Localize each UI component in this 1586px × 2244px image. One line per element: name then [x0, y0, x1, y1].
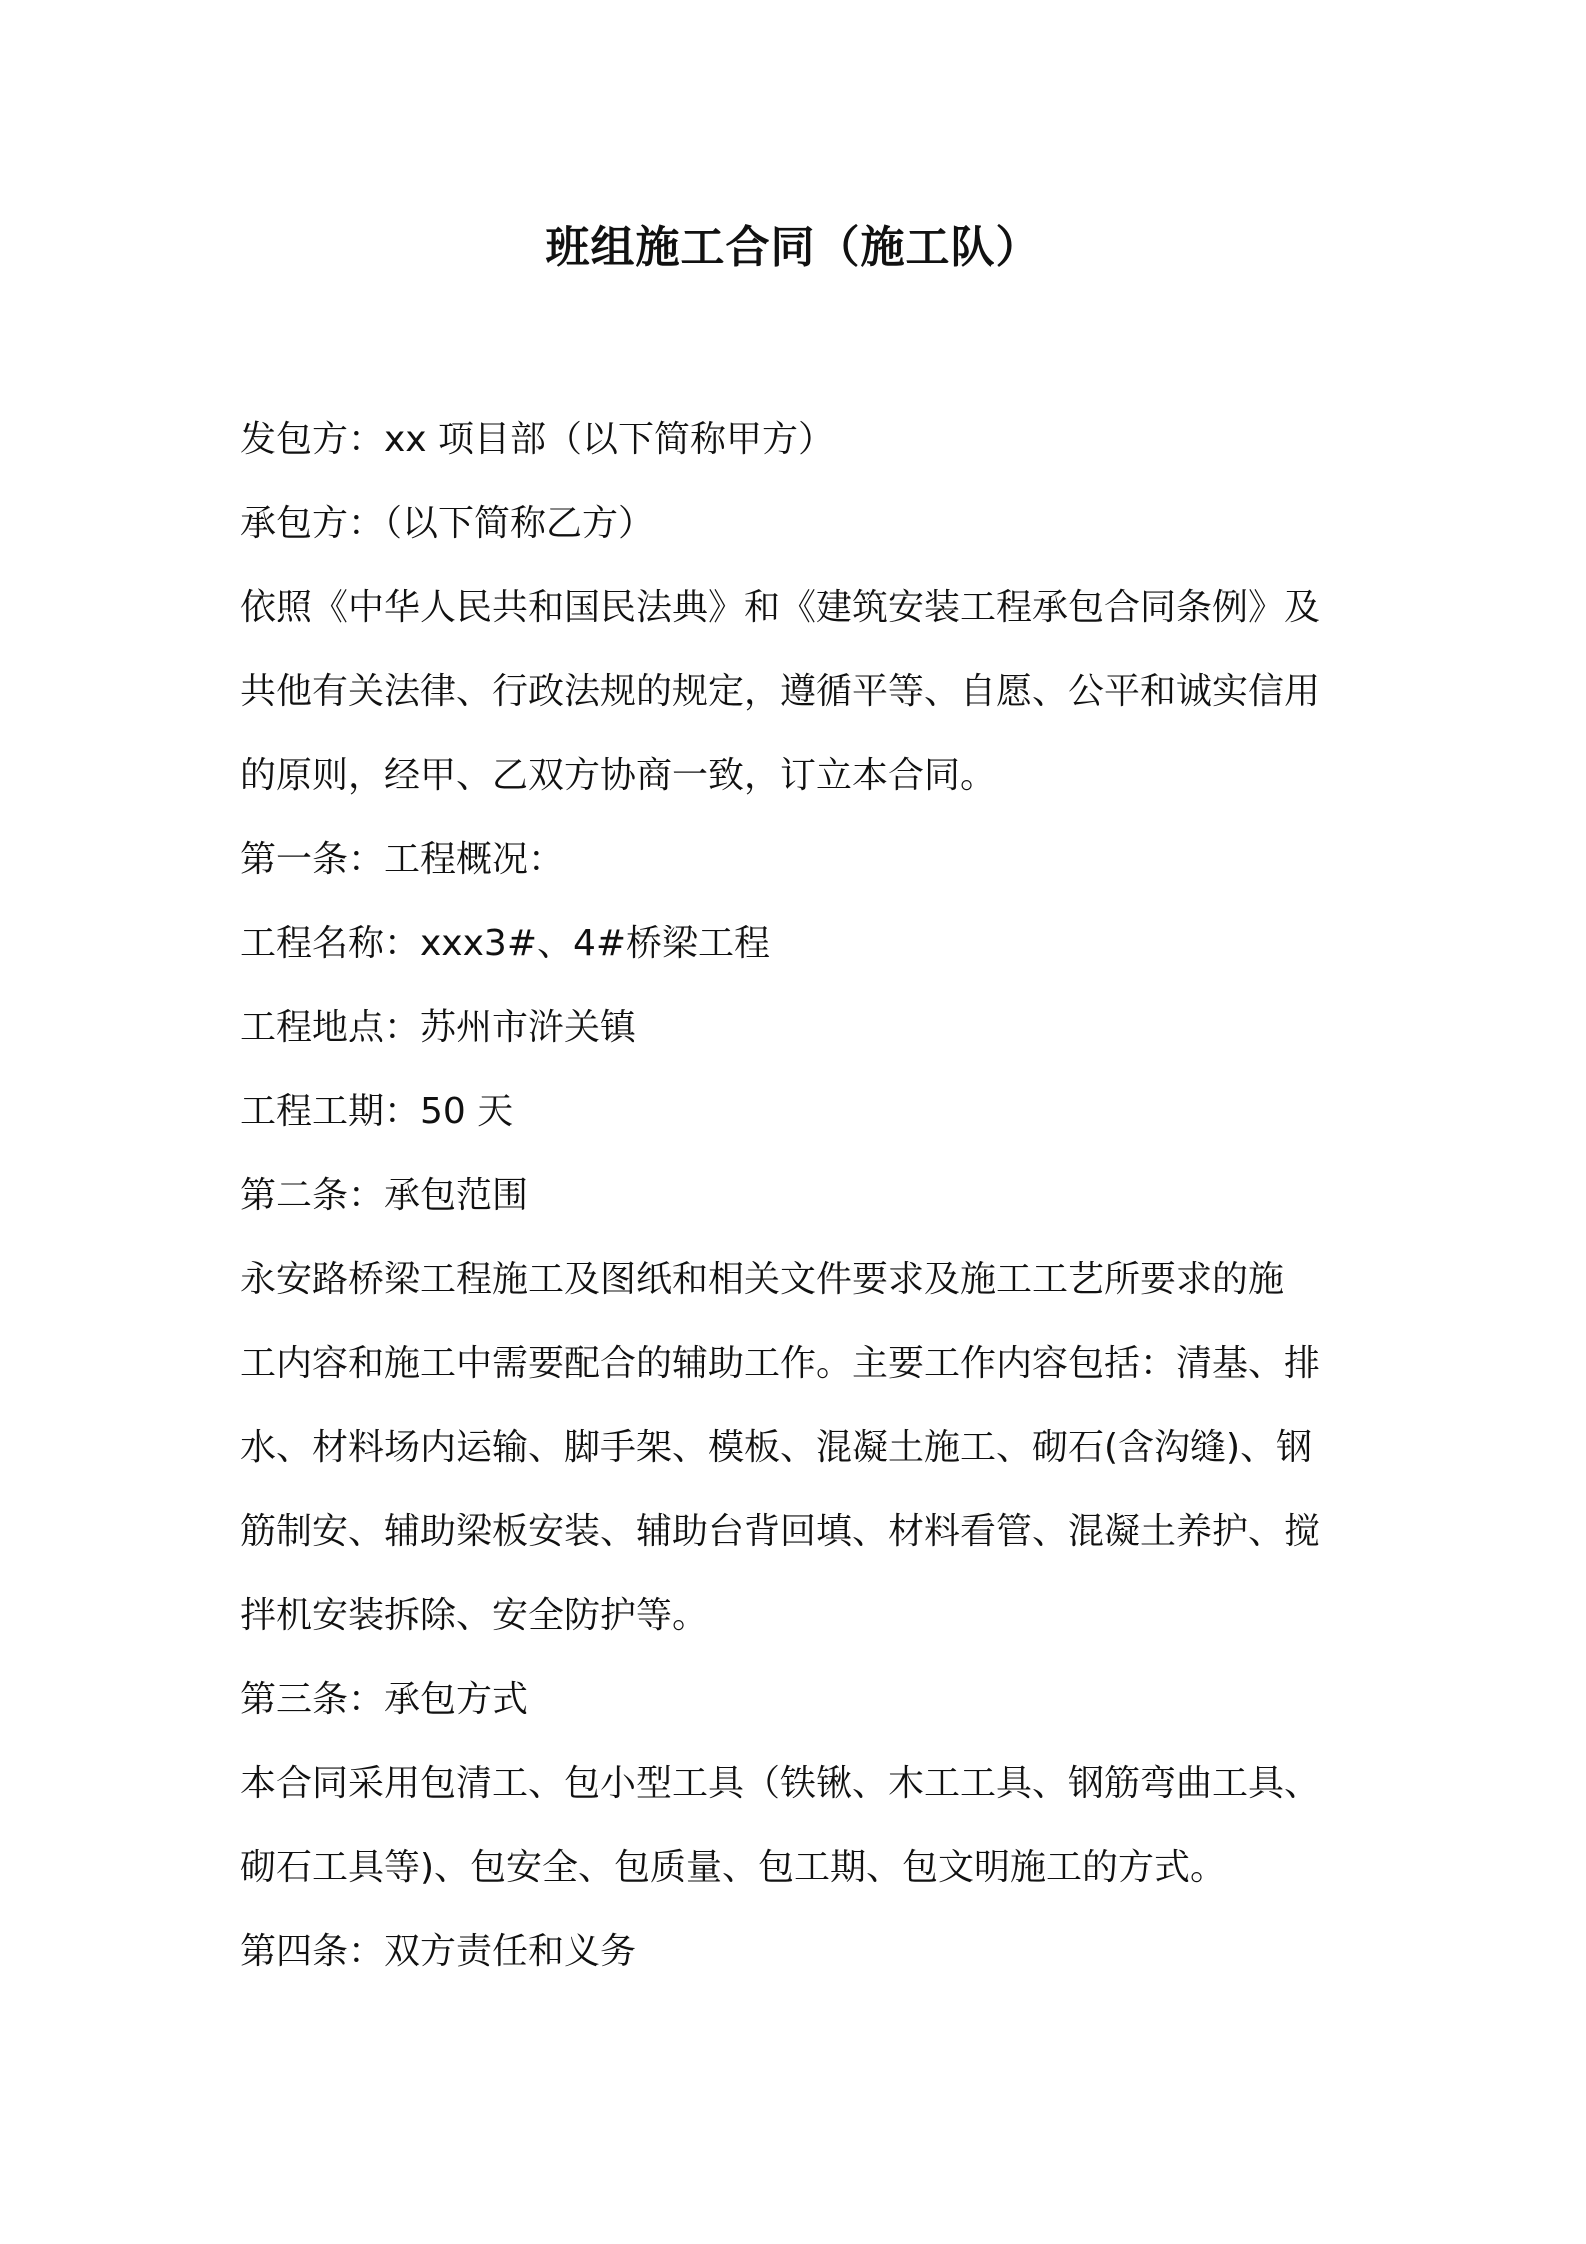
preamble-line-1: 依照《中华人民共和国民法典》和《建筑安装工程承包合同条例》及	[240, 587, 1321, 628]
project-location-line: 工程地点：苏州市浒关镇	[240, 1007, 637, 1048]
document-title: 班组施工合同（施工队）	[545, 222, 1041, 273]
party-b-line: 承包方：（以下简称乙方）	[240, 503, 655, 544]
project-name-line: 工程名称：xxx3#、4#桥梁工程	[240, 923, 771, 964]
party-a-line: 发包方：xx 项目部（以下简称甲方）	[240, 419, 835, 460]
scope-line-4: 筋制安、辅助梁板安装、辅助台背回填、材料看管、混凝土养护、搅	[240, 1511, 1321, 1552]
document-body	[240, 398, 1360, 1994]
scope-line-1: 永安路桥梁工程施工及图纸和相关文件要求及施工工艺所要求的施	[240, 1259, 1285, 1300]
article-2-heading: 第二条：承包范围	[240, 1175, 529, 1216]
scope-line-5: 拌机安装拆除、安全防护等。	[240, 1595, 709, 1636]
project-duration-line: 工程工期：50 天	[240, 1091, 514, 1132]
scope-line-3: 水、材料场内运输、脚手架、模板、混凝土施工、砌石(含沟缝)、钢	[240, 1427, 1313, 1468]
method-line-1: 本合同采用包清工、包小型工具（铁锹、木工工具、钢筋弯曲工具、	[240, 1763, 1321, 1804]
article-1-heading: 第一条：工程概况：	[240, 839, 565, 880]
article-4-heading: 第四条：双方责任和义务	[240, 1931, 637, 1972]
preamble-line-2: 共他有关法律、行政法规的规定，遵循平等、自愿、公平和诚实信用	[240, 671, 1321, 712]
article-3-heading: 第三条：承包方式	[240, 1679, 529, 1720]
scope-line-2: 工内容和施工中需要配合的辅助工作。主要工作内容包括：清基、排	[240, 1343, 1321, 1384]
preamble-line-3: 的原则，经甲、乙双方协商一致，订立本合同。	[240, 755, 997, 796]
method-line-2: 砌石工具等)、包安全、包质量、包工期、包文明施工的方式。	[240, 1847, 1227, 1888]
